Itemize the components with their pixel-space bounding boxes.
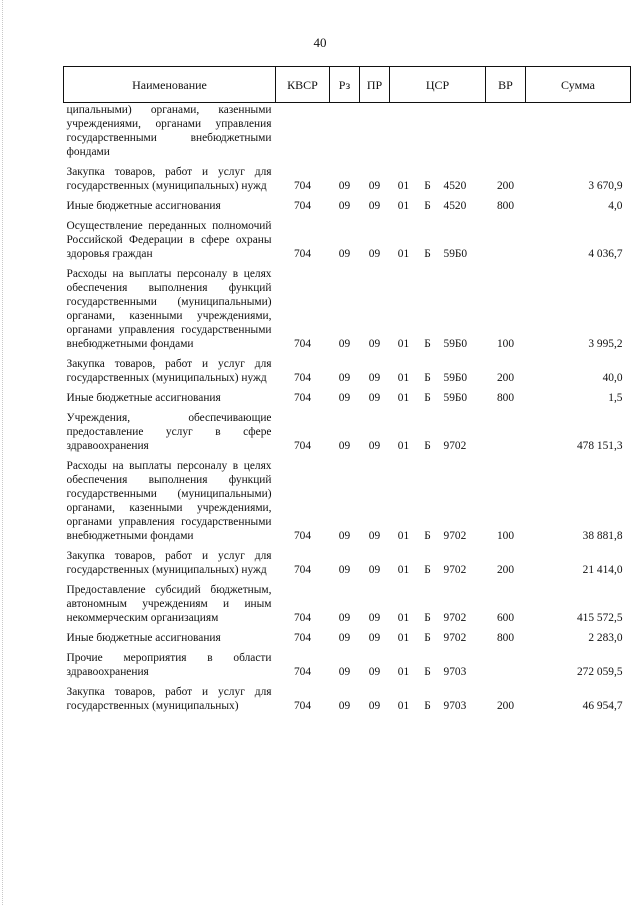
row-csr-code: 9702 xyxy=(443,632,467,644)
row-kvsr: 704 xyxy=(293,700,312,712)
row-rz: 09 xyxy=(338,248,351,260)
row-rz: 09 xyxy=(338,564,351,576)
row-csr-letter: Б xyxy=(424,564,431,576)
row-csr-code: 59Б0 xyxy=(443,392,468,404)
row-kvsr: 704 xyxy=(293,666,312,678)
column-header-vr: ВР xyxy=(486,67,526,103)
row-rz: 09 xyxy=(338,372,351,384)
table-row xyxy=(64,651,631,685)
row-vr: 100 xyxy=(496,338,515,350)
row-rz: 09 xyxy=(338,530,351,542)
row-csr-program xyxy=(390,103,418,166)
row-vr xyxy=(486,103,526,166)
row-sum: 2 283,0 xyxy=(588,632,623,644)
row-rz: 09 xyxy=(338,632,351,644)
row-name: Прочие мероприятия в области здравоохранения xyxy=(66,652,272,678)
table-row xyxy=(64,631,631,651)
row-name: Иные бюджетные ассигнования xyxy=(66,632,221,644)
row-sum: 46 954,7 xyxy=(582,700,623,712)
row-sum: 40,0 xyxy=(602,372,623,384)
row-kvsr: 704 xyxy=(293,200,312,212)
row-rz: 09 xyxy=(338,180,351,192)
row-csr-code: 9702 xyxy=(443,564,467,576)
row-kvsr: 704 xyxy=(293,372,312,384)
row-name: Закупка товаров, работ и услуг для государственных (муниципальных) нужд xyxy=(66,358,272,384)
row-csr-letter: Б xyxy=(424,200,431,212)
row-rz: 09 xyxy=(338,338,351,350)
row-vr: 800 xyxy=(496,632,515,644)
row-vr: 100 xyxy=(496,530,515,542)
row-csr-program: 01 xyxy=(397,530,410,542)
row-csr-letter: Б xyxy=(424,632,431,644)
table-row xyxy=(64,199,631,219)
row-kvsr: 704 xyxy=(293,612,312,624)
row-pr: 09 xyxy=(368,530,381,542)
row-csr-code: 59Б0 xyxy=(443,248,468,260)
row-name: Закупка товаров, работ и услуг для государственных (муниципальных) нужд xyxy=(66,166,272,192)
row-csr-program: 01 xyxy=(397,632,410,644)
row-pr: 09 xyxy=(368,372,381,384)
row-kvsr: 704 xyxy=(293,530,312,542)
row-csr-code: 4520 xyxy=(443,200,467,212)
column-header-sum: Сумма xyxy=(526,67,631,103)
row-pr: 09 xyxy=(368,700,381,712)
row-pr: 09 xyxy=(368,632,381,644)
row-name: Иные бюджетные ассигнования xyxy=(66,200,221,212)
table-row xyxy=(64,165,631,199)
row-csr-letter: Б xyxy=(424,392,431,404)
row-rz xyxy=(330,103,360,166)
row-kvsr: 704 xyxy=(293,392,312,404)
row-csr-letter: Б xyxy=(424,612,431,624)
row-csr-code: 4520 xyxy=(443,180,467,192)
row-vr: 800 xyxy=(496,200,515,212)
row-csr-code: 9702 xyxy=(443,440,467,452)
row-sum xyxy=(526,103,631,166)
table-row xyxy=(64,411,631,459)
row-name: Расходы на выплаты персоналу в целях обеспечения выполнения функций государственными (муниципальными) органами, казенными учреждениями, органами управления государственными внебюджетными фондами xyxy=(66,268,272,350)
row-rz: 09 xyxy=(338,392,351,404)
row-pr: 09 xyxy=(368,440,381,452)
row-csr-program: 01 xyxy=(397,612,410,624)
table-header xyxy=(64,67,631,103)
row-pr: 09 xyxy=(368,200,381,212)
column-header-rz: Рз xyxy=(330,67,360,103)
row-vr: 200 xyxy=(496,180,515,192)
row-pr: 09 xyxy=(368,248,381,260)
row-sum: 4,0 xyxy=(608,200,623,212)
row-rz: 09 xyxy=(338,700,351,712)
row-csr-program: 01 xyxy=(397,338,410,350)
row-csr-letter: Б xyxy=(424,666,431,678)
row-sum: 4 036,7 xyxy=(588,248,623,260)
page-number: 40 xyxy=(313,35,327,50)
row-csr-program: 01 xyxy=(397,372,410,384)
row-csr-letter: Б xyxy=(424,700,431,712)
row-csr-program: 01 xyxy=(397,666,410,678)
row-csr-code: 9702 xyxy=(443,612,467,624)
row-vr xyxy=(486,651,526,685)
table-row xyxy=(64,391,631,411)
row-name: Закупка товаров, работ и услуг для государственных (муниципальных) нужд xyxy=(66,550,272,576)
row-csr-letter: Б xyxy=(424,530,431,542)
table-row xyxy=(64,357,631,391)
row-sum: 478 151,3 xyxy=(576,440,623,452)
row-name: ципальными) органами, казенными учреждениями, органами управления государственными внебюджетными фондами xyxy=(66,104,272,158)
row-sum: 3 670,9 xyxy=(588,180,623,192)
row-csr-code: 9702 xyxy=(443,530,467,542)
row-csr-letter: Б xyxy=(424,372,431,384)
row-csr-code: 59Б0 xyxy=(443,338,468,350)
column-header-kvsr: КВСР xyxy=(276,67,330,103)
row-sum: 3 995,2 xyxy=(588,338,623,350)
table-row xyxy=(64,267,631,357)
row-rz: 09 xyxy=(338,200,351,212)
row-kvsr: 704 xyxy=(293,632,312,644)
row-csr-code: 9703 xyxy=(443,666,467,678)
table-row xyxy=(64,219,631,267)
row-csr-program: 01 xyxy=(397,200,410,212)
column-header-name: Наименование xyxy=(64,67,276,103)
row-csr-program: 01 xyxy=(397,180,410,192)
row-vr: 600 xyxy=(496,612,515,624)
row-kvsr: 704 xyxy=(293,180,312,192)
row-csr-code: 9703 xyxy=(443,700,467,712)
row-name: Осуществление переданных полномочий Российской Федерации в сфере охраны здоровья граждан xyxy=(66,220,272,260)
row-pr: 09 xyxy=(368,612,381,624)
row-name: Иные бюджетные ассигнования xyxy=(66,392,221,404)
row-vr xyxy=(486,219,526,267)
table-row xyxy=(64,549,631,583)
row-vr xyxy=(486,411,526,459)
row-sum: 1,5 xyxy=(608,392,623,404)
row-name: Предоставление субсидий бюджетным, автономным учреждениям и иным некоммерческим организациям xyxy=(66,584,272,624)
row-csr-code: 59Б0 xyxy=(443,372,468,384)
table-body xyxy=(64,103,631,720)
budget-table xyxy=(63,66,631,719)
row-pr xyxy=(360,103,390,166)
row-csr-program: 01 xyxy=(397,564,410,576)
row-csr-letter xyxy=(418,103,438,166)
table-row xyxy=(64,103,631,166)
row-kvsr: 704 xyxy=(293,248,312,260)
row-csr-letter: Б xyxy=(424,338,431,350)
row-sum: 272 059,5 xyxy=(576,666,623,678)
column-header-pr: ПР xyxy=(360,67,390,103)
row-csr-letter: Б xyxy=(424,248,431,260)
table-row xyxy=(64,685,631,719)
row-csr-code xyxy=(438,103,486,166)
row-rz: 09 xyxy=(338,612,351,624)
row-kvsr: 704 xyxy=(293,440,312,452)
row-vr: 200 xyxy=(496,700,515,712)
table-row xyxy=(64,459,631,549)
row-csr-program: 01 xyxy=(397,248,410,260)
row-csr-program: 01 xyxy=(397,440,410,452)
row-vr: 200 xyxy=(496,564,515,576)
page-fold-mark xyxy=(2,0,11,905)
row-pr: 09 xyxy=(368,180,381,192)
row-csr-letter: Б xyxy=(424,440,431,452)
row-pr: 09 xyxy=(368,338,381,350)
row-sum: 38 881,8 xyxy=(582,530,623,542)
row-kvsr: 704 xyxy=(293,564,312,576)
row-kvsr xyxy=(276,103,330,166)
row-name: Учреждения, обеспечивающие предоставление услуг в сфере здравоохранения xyxy=(66,412,272,452)
table-row xyxy=(64,583,631,631)
row-csr-letter: Б xyxy=(424,180,431,192)
row-sum: 415 572,5 xyxy=(576,612,623,624)
row-csr-program: 01 xyxy=(397,700,410,712)
row-rz: 09 xyxy=(338,666,351,678)
row-csr-program: 01 xyxy=(397,392,410,404)
row-pr: 09 xyxy=(368,392,381,404)
row-vr: 200 xyxy=(496,372,515,384)
row-kvsr: 704 xyxy=(293,338,312,350)
row-sum: 21 414,0 xyxy=(582,564,623,576)
row-name: Закупка товаров, работ и услуг для государственных (муниципальных) xyxy=(66,686,272,712)
row-name: Расходы на выплаты персоналу в целях обеспечения выполнения функций государственными (муниципальными) органами, казенными учреждениями, органами управления государственными внебюджетными фондами xyxy=(66,460,272,542)
row-rz: 09 xyxy=(338,440,351,452)
column-header-csr: ЦСР xyxy=(390,67,486,103)
row-vr: 800 xyxy=(496,392,515,404)
row-pr: 09 xyxy=(368,564,381,576)
row-pr: 09 xyxy=(368,666,381,678)
